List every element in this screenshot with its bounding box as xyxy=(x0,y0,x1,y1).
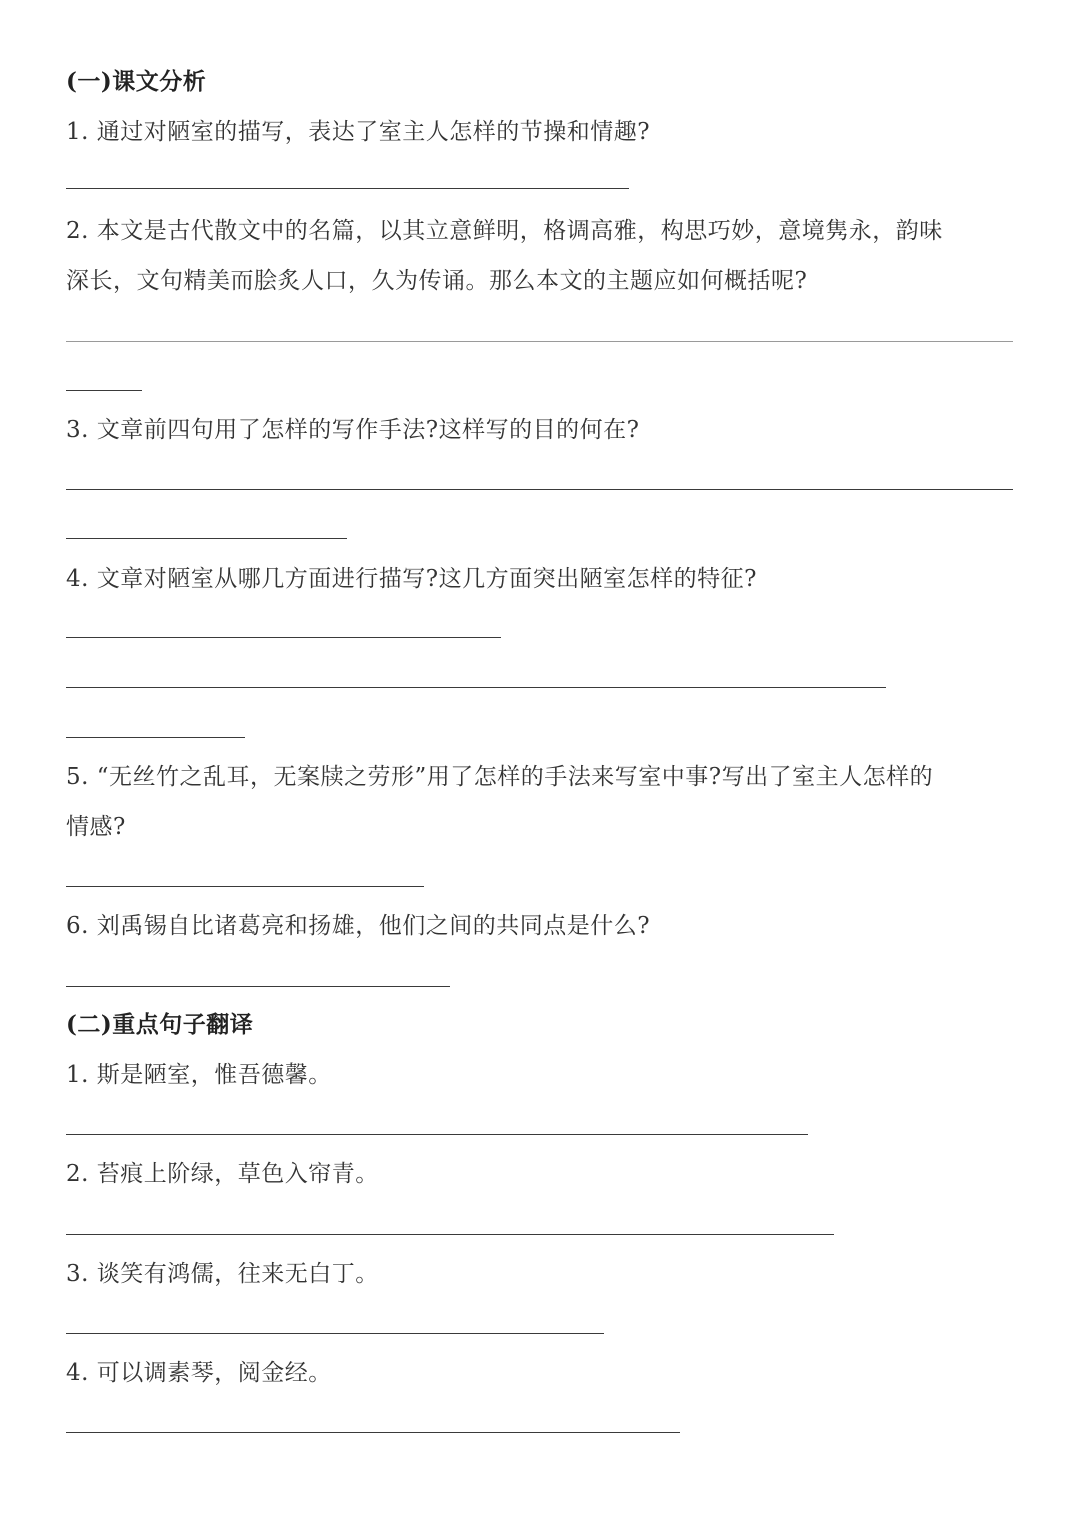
question-6: 6. 刘禹锡自比诸葛亮和扬雄，他们之间的共同点是什么? xyxy=(66,913,651,939)
answer-line[interactable] xyxy=(66,986,450,987)
question-1: 1. 通过对陋室的描写，表达了室主人怎样的节操和情趣? xyxy=(66,119,651,145)
answer-line[interactable] xyxy=(66,687,886,688)
answer-line[interactable] xyxy=(66,886,424,887)
translation-sentence-2: 2. 苔痕上阶绿，草色入帘青。 xyxy=(66,1161,379,1187)
answer-line[interactable] xyxy=(66,538,347,539)
answer-line[interactable] xyxy=(66,390,142,391)
answer-line[interactable] xyxy=(66,188,629,189)
question-3: 3. 文章前四句用了怎样的写作手法?这样写的目的何在? xyxy=(66,417,640,443)
answer-line[interactable] xyxy=(66,489,1013,490)
answer-line[interactable] xyxy=(66,637,501,638)
question-5-line-2: 情感? xyxy=(66,814,126,840)
answer-line[interactable] xyxy=(66,737,245,738)
question-2-line-2: 深长，文句精美而脍炙人口，久为传诵。那么本文的主题应如何概括呢? xyxy=(66,268,808,294)
answer-line[interactable] xyxy=(66,341,1013,342)
question-5-line-1: 5. “无丝竹之乱耳，无案牍之劳形”用了怎样的手法来写室中事?写出了室主人怎样的 xyxy=(66,764,934,790)
section-heading-analysis: (一)课文分析 xyxy=(66,68,207,95)
section-heading-translation: (二)重点句子翻译 xyxy=(66,1011,254,1038)
answer-line[interactable] xyxy=(66,1432,680,1433)
translation-sentence-4: 4. 可以调素琴，阅金经。 xyxy=(66,1360,332,1386)
translation-sentence-3: 3. 谈笑有鸿儒，往来无白丁。 xyxy=(66,1261,379,1287)
answer-line[interactable] xyxy=(66,1234,834,1235)
answer-line[interactable] xyxy=(66,1333,604,1334)
question-4: 4. 文章对陋室从哪几方面进行描写?这几方面突出陋室怎样的特征? xyxy=(66,566,757,592)
answer-line[interactable] xyxy=(66,1134,808,1135)
translation-sentence-1: 1. 斯是陋室，惟吾德馨。 xyxy=(66,1062,332,1088)
question-2-line-1: 2. 本文是古代散文中的名篇，以其立意鲜明，格调高雅，构思巧妙，意境隽永，韵味 xyxy=(66,218,943,244)
